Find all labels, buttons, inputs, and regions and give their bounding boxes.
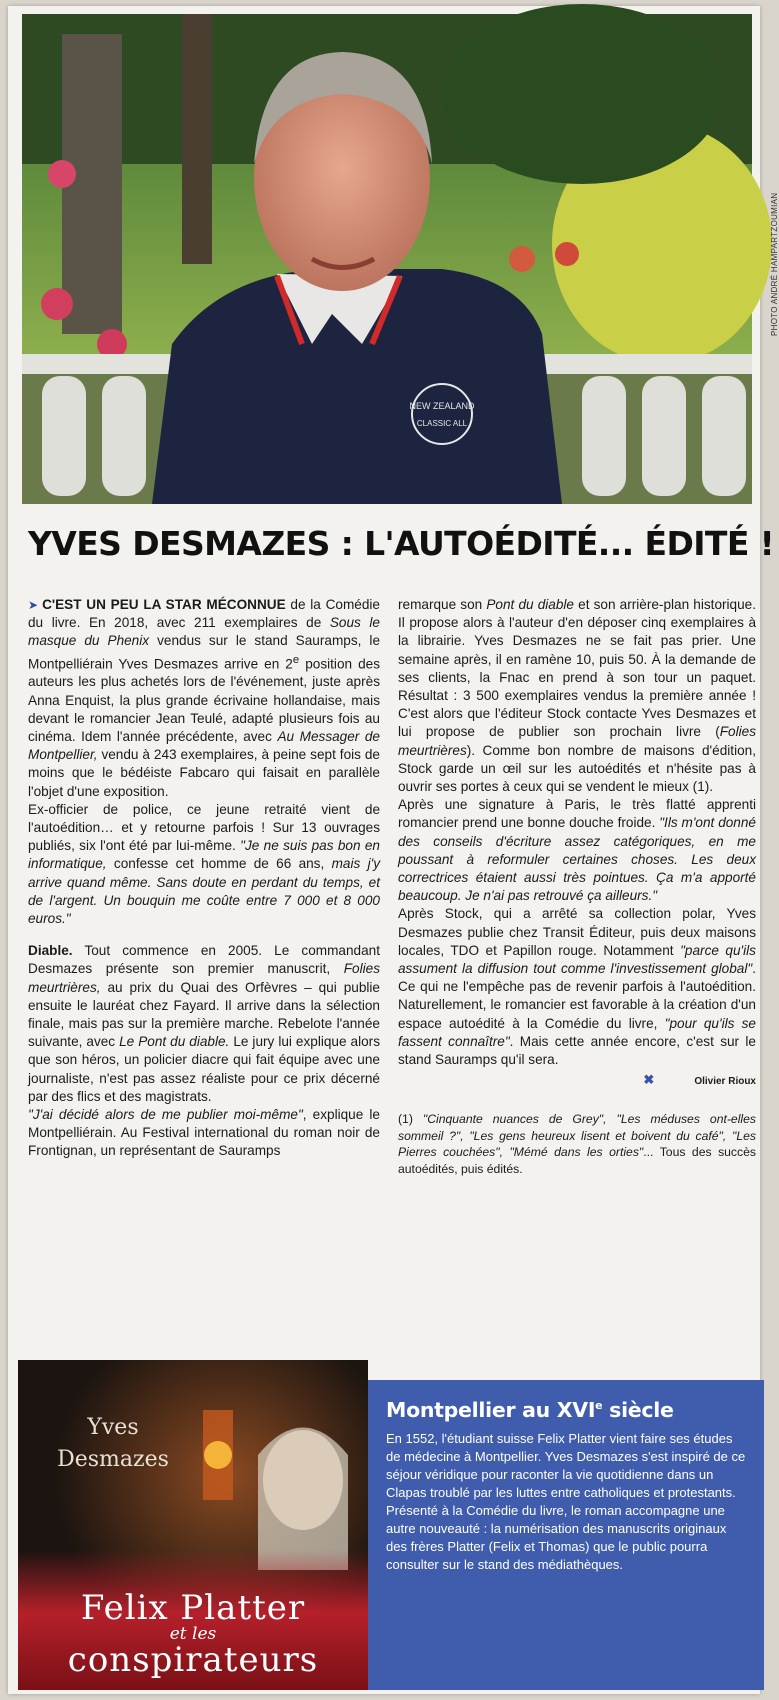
cover-author [38,1412,188,1476]
magazine-page [8,6,779,1694]
text: , explique le Montpelliérain. Au Festival international du roman noir de Frontignan, un représentant de Sauramps [28,1107,380,1159]
footnote-titles: "Cinquante nuances de Grey", "Les méduses ont-elles sommeil ?", "Les gens heureux lisent et boivent du café", "Les Pierres couchées", "Mémé dans les orties" [398,1112,756,1160]
text: Après une signature à Paris, le très flatté apprenti romancier prend une bonne douche froide. [398,797,756,831]
infobox-body: En 1552, l'étudiant suisse Felix Platter vient faire ses études de médecine à Montpellier. Yves Desmazes s'est inspiré de ce séjour véridique pour raconter la vie quotidienne dans un Clapas troublé par les luttes entre catholiques et protestants. Présenté à la Comédie du livre, le roman accompagne une autre nouveauté : la numérisation des manuscrits originaux des frères Platter (Felix et Thomas) que le public pourra consulter sur le stand des médiathèques. [386,1430,746,1572]
shirt-logo-text: NEW ZEALAND [409,401,475,411]
infobox [368,1380,764,1690]
signoff [398,1071,756,1091]
text: Après Stock, qui a arrêté sa collection polar, Yves Desmazes publie chez Transit Éditeur, puis deux maisons locales, TDO et Papillon rouge. Notamment [398,906,756,958]
photo-credit: PHOTO ANDRÉ HAMPARTZOUMIAN [770,192,779,336]
paragraph [28,801,380,928]
text: de la Comédie du livre. En 2018, avec 211 exemplaires de [28,597,380,631]
text: vendus sur le stand Sauramps, le Montpelliérain Yves Desmazes arrive en 2 [28,633,380,672]
superscript: e [595,1399,603,1412]
text: Montpellier au XVI [386,1397,596,1422]
sidebar-box [18,1360,764,1690]
text: position des auteurs les plus achetés lors de l'événement, juste après Anna Enquist, la plus grande écrivaine hollandaise, mais devant le romancier Jean Teulé, adapté plusieurs fois au cinéma. Idem l'année précédente, avec [28,656,381,744]
quote: mais j'y arrive quand même. Sans doute en perdant du temps, et de l'argent. Un bouquin me coûte entre 7 000 et 8 000 euros." [28,856,381,926]
shirt-logo-text: CLASSIC ALL [416,419,468,428]
author-name: Olivier Rioux [694,1076,756,1088]
book-title: Au Messager de Montpellier, [28,728,380,763]
paragraph [398,596,756,796]
infobox-title [386,1392,746,1424]
text: remarque son [398,597,487,612]
book-title: Pont du diable [486,597,574,612]
paragraph [398,905,756,1069]
cover-title-line: Felix Platter [80,1588,306,1628]
text: ). Comme bon nombre de maisons d'édition, Stock garde un œil sur les autoédités et n'hésite pas à ouvrir ses portes à ceux qui se vendent le mieux (1). [398,742,756,795]
cover-title-line: conspirateurs [67,1640,319,1680]
book-title: Folies meurtrières, [28,961,380,995]
text: Ex-officier de police, ce jeune retraité vient de l'autoédition… et y retourne parfois ! Sur 13 ouvrages publiés, six l'ont été par lui-même. [28,801,380,854]
lead-text: C'EST UN PEU LA STAR MÉCONNUE [42,597,286,612]
quote: "pour qu'ils se fassent connaître" [398,1015,756,1049]
left-column [28,596,380,1161]
quote: "Ils m'ont donné des conseils d'écriture assez catégoriques, en me poussant à reformuler certaines choses. Les deux correctrices étaient aussi très pointues. Ça m'a apporté beaucoup. Je n'ai pas retrouvé ça ailleurs." [398,815,756,904]
paragraph [28,1106,380,1161]
text: siècle [602,1397,674,1422]
book-cover [18,1360,368,1690]
quote: "J'ai décidé alors de me publier moi-même" [28,1107,303,1123]
text: Tout commence en 2005. Le commandant Desmazes présente son premier manuscrit, [28,943,380,977]
subhead-runin: Diable. [28,943,73,959]
footnote [398,1111,756,1177]
cover-author-last: Desmazes [57,1447,169,1472]
text: Le jury lui explique alors que son héros, un policier diacre qui fait équipe avec une journaliste, n'est pas assez réaliste pour ce prix décerné par des flics et des magistrats. [28,1034,381,1104]
book-title: Folies meurtrières [398,724,756,758]
cover-title [18,1590,368,1678]
book-title: Le Pont du diable. [119,1034,230,1050]
quote: "parce qu'ils assument la diffusion tout comme l'investissement global" [398,942,756,977]
superscript: e [292,653,300,666]
text: vendu à 243 exemplaires, à peine sept fois de moins que le bédéiste Fabcaro qui faisait en parallèle l'objet d'une exposition. [28,747,380,799]
quote: "Je ne suis pas bon en informatique, [28,838,380,872]
text: au prix du Quai des Orfèvres – qui publie ensuite le lauréat chez Fayard. Il arrive dans la sélection finale, mais pas sur la première marche. Rebelote l'année suivante, avec [28,979,380,1050]
text: . Ce qui ne l'empêche pas de revenir parfois à l'autoédition. Naturellement, le romancier est favorable à la création d'un espace autoédité à la Comédie du livre, [398,961,756,1031]
paragraph [28,942,380,1106]
portrait-photo [22,14,752,504]
text: ... Tous des succès autoédités, puis édités. [398,1145,756,1176]
cover-title-line: et les [169,1624,217,1644]
article-headline: YVES DESMAZES : L'AUTOÉDITÉ... ÉDITÉ ! [28,524,775,563]
arrow-icon: ➤ [28,598,39,612]
text: et son arrière-plan historique. Il propose alors à l'auteur d'en déposer cinq exemplaires à la librairie. Yves Desmazes ne se fait pas prier. Une semaine après, il en ramène 10, puis 50. À la demande de ses clients, la Fnac en prend à son tour un paquet. Résultat : 3 500 exemplaires vendus la première année ! C'est alors que l'éditeur Stock contacte Yves Desmazes et lui propose de publier son prochain livre ( [398,597,757,740]
paragraph [28,596,380,801]
paragraph [398,796,756,905]
text: confesse cet homme de 66 ans, [106,856,332,872]
text: (1) [398,1112,423,1127]
book-title: Sous le masque du Phenix [28,615,380,649]
text: . Mais cette année encore, c'est sur le stand Sauramps qu'il sera. [398,1033,756,1068]
right-column [398,596,756,1177]
end-mark-icon: ✖ [643,1072,655,1088]
cover-author-first: Yves [87,1415,139,1440]
